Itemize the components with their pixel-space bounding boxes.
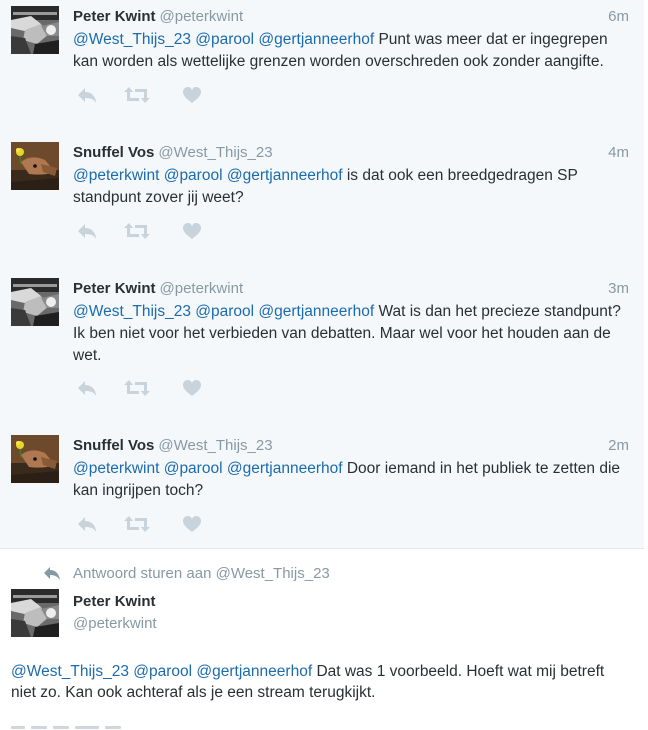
like-button[interactable] [183, 514, 201, 534]
tweet-text [73, 165, 633, 209]
reply-button[interactable] [76, 221, 98, 241]
tweet-text [73, 458, 633, 502]
mention-link[interactable]: @gertjanneerhof [226, 460, 343, 477]
tweet[interactable] [0, 136, 644, 272]
clipped-timestamp-line [11, 724, 211, 730]
mention-link[interactable]: @parool [133, 663, 193, 680]
mention-link[interactable]: @gertjanneerhof [258, 303, 375, 320]
tweet-body: Door iemand in het publiek te zetten die kan ingrijpen toch? [73, 460, 621, 499]
reply-context-label: Antwoord sturen aan @West_Thijs_23 [73, 564, 330, 582]
like-button[interactable] [183, 221, 201, 241]
fullname[interactable]: Peter Kwint [73, 8, 156, 25]
like-button[interactable] [183, 85, 201, 105]
tweet-body: Punt was meer dat er ingegrepen kan worden als wettelijke grenzen worden overschreden ook zonder aangifte. [73, 31, 608, 70]
retweet-button[interactable] [123, 85, 151, 105]
tweet-body: Wat is dan het precieze standpunt? Ik ben niet voor het verbieden van debatten. Maar wel voor het houden aan de wet. [73, 303, 621, 364]
retweet-button[interactable] [123, 514, 151, 534]
mention-link[interactable]: @West_Thijs_23 [73, 303, 191, 320]
screenname[interactable]: @West_Thijs_23 [158, 144, 273, 161]
tweet-header [73, 436, 273, 456]
avatar[interactable] [11, 6, 59, 54]
fullname[interactable]: Snuffel Vos [73, 144, 155, 161]
compose-avatar[interactable] [11, 589, 59, 637]
timestamp[interactable]: 4m [608, 144, 629, 161]
retweet-button[interactable] [123, 378, 151, 398]
peter-avatar-image [11, 278, 59, 326]
screenname[interactable]: @West_Thijs_23 [158, 437, 273, 454]
reply-icon [76, 222, 98, 240]
tweet[interactable] [0, 429, 644, 565]
tweet[interactable] [0, 272, 644, 408]
clipped-glyphs [53, 726, 69, 729]
reply-button[interactable] [76, 85, 98, 105]
peter-avatar-image [11, 589, 59, 637]
screenname[interactable]: @peterkwint [159, 280, 244, 297]
tweet-header [73, 279, 243, 299]
tweet-header [73, 7, 243, 27]
retweet-icon [123, 379, 151, 397]
mention-link[interactable]: @parool [195, 31, 255, 48]
heart-icon [183, 516, 201, 533]
mention-link[interactable]: @gertjanneerhof [226, 167, 343, 184]
clipped-glyphs [105, 726, 121, 729]
clipped-glyphs [75, 726, 99, 729]
mention-link[interactable]: @West_Thijs_23 [11, 663, 129, 680]
mention-link[interactable]: @gertjanneerhof [258, 31, 375, 48]
heart-icon [183, 380, 201, 397]
tweet-header [73, 143, 273, 163]
mention-link[interactable]: @parool [195, 303, 255, 320]
reply-icon [76, 379, 98, 397]
heart-icon [183, 223, 201, 240]
retweet-icon [123, 222, 151, 240]
tweet-text [73, 29, 633, 73]
reply-icon [76, 515, 98, 533]
avatar[interactable] [11, 435, 59, 483]
mention-link[interactable]: @West_Thijs_23 [73, 31, 191, 48]
timestamp[interactable]: 6m [608, 8, 629, 25]
avatar[interactable] [11, 278, 59, 326]
mention-link[interactable]: @peterkwint [73, 167, 160, 184]
tweet[interactable] [0, 0, 644, 136]
avatar[interactable] [11, 142, 59, 190]
retweet-icon [123, 515, 151, 533]
mention-link[interactable]: @parool [163, 460, 223, 477]
mention-link[interactable]: @gertjanneerhof [196, 663, 313, 680]
reply-button[interactable] [76, 378, 98, 398]
snuffel-avatar-image [11, 142, 59, 190]
compose-body: Dat was 1 voorbeeld. Hoeft wat mij betreft niet zo. Kan ook achteraf als je een stream terugkijkt. [11, 663, 605, 701]
retweet-button[interactable] [123, 221, 151, 241]
peter-avatar-image [11, 6, 59, 54]
fullname[interactable]: Peter Kwint [73, 280, 156, 297]
reply-button[interactable] [76, 514, 98, 534]
tweet-text [73, 301, 633, 367]
heart-icon [183, 87, 201, 104]
compose-fullname[interactable]: Peter Kwint [73, 593, 156, 610]
thread-divider [0, 548, 644, 549]
reply-context [42, 562, 330, 584]
timestamp[interactable]: 3m [608, 280, 629, 297]
reply-icon [76, 86, 98, 104]
clipped-glyphs [31, 726, 47, 729]
compose-text [11, 661, 631, 703]
timestamp[interactable]: 2m [608, 437, 629, 454]
fullname[interactable]: Snuffel Vos [73, 437, 155, 454]
mention-link[interactable]: @peterkwint [73, 460, 160, 477]
retweet-icon [123, 86, 151, 104]
mention-link[interactable]: @parool [163, 167, 223, 184]
compose-screenname[interactable]: @peterkwint [73, 615, 157, 632]
like-button[interactable] [183, 378, 201, 398]
snuffel-avatar-image [11, 435, 59, 483]
reply-arrow-icon [42, 565, 62, 581]
clipped-glyphs [11, 726, 25, 729]
screenname[interactable]: @peterkwint [159, 8, 244, 25]
tweet-body: is dat ook een breedgedragen SP standpunt zover jij weet? [73, 167, 578, 206]
